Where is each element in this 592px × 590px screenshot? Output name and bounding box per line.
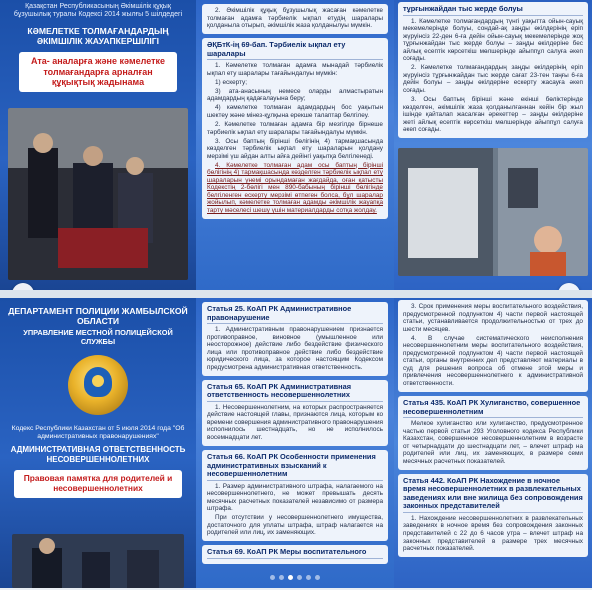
paragraph: 1. Кәмелетке толмағандардың түнгі уақытта ойын-сауық мекемелерінде болуы, сондай-ақ заңды өкілдерінің еріп жүруінсіз 22-ден 6-ға дейін ойын-сауық мекемелерінде жоқ тұрғынжайдан тыс жерде болуы – заңды өкілдеріне бес айлық есептік көрсеткіш мөлшерінде айыппұл салуға әкеп соғады.: [403, 17, 583, 63]
cover-photo: [8, 108, 188, 280]
cover-panel-kz: [0, 0, 196, 290]
paragraph: 4) кәмелетке толмаған адамдардың бос уақытын шектеу және мінез-құлқына ерекше талаптар белгілеу.: [207, 104, 383, 119]
paragraph: Мелкое хулиганство или хулиганство, предусмотренное частью первой статьи 293 Уголовного кодекса Республики Казахстан, совершенное несовершеннолетним в возрасте от четырнадцати до шестнадцати лет, – влечет штраф на родителей или лиц, их заменяющих, в размере семи месячных расчетных показателей.: [403, 420, 583, 465]
paragraph: 2. Әкімшілік құқық бұзушылық жасаған кәмелетке толмаған адамға тәрбиелік ықпал етудің шаралары қолданыла отырып, әкімшілік жаза қолданылуы мүмкін.: [207, 7, 383, 30]
card-article-65: [202, 380, 388, 446]
article-heading: Статья 435. КоАП РК Хулиганство, совершенное несовершеннолетним: [403, 399, 583, 418]
cover-caps: АДМИНИСТРАТИВНАЯ ОТВЕТСТВЕННОСТЬ НЕСОВЕРШЕННОЛЕТНИХ: [10, 445, 186, 464]
cover-top-text: Қазақстан Республикасының Әкімшілік құқық бұзушылық туралы Кодексі 2014 жылғы 5 шілдедегі: [13, 3, 183, 19]
cover-subdept: УПРАВЛЕНИЕ МЕСТНОЙ ПОЛИЦЕЙСКОЙ СЛУЖБЫ: [23, 328, 173, 347]
paragraph: 3) ата-анасының немесе оларды алмастыратын адамдардың қадағалауына беру;: [207, 87, 383, 103]
text-panel-kz-2: [394, 0, 592, 290]
article-heading: Статья 65. КоАП РК Административная ответственность несовершеннолетних: [207, 383, 383, 402]
slide-dot[interactable]: [270, 575, 275, 580]
card-article-69: [202, 545, 388, 564]
article-heading: Статья 442. КоАП РК Нахождение в ночное время несовершеннолетних в развлекательных заведениях или вне жилища без сопровождения законных представителей: [403, 477, 583, 513]
cover-photo: [12, 534, 184, 588]
card-night-rule: [398, 2, 588, 138]
card-intro: [202, 4, 388, 34]
slide-dot[interactable]: [315, 575, 320, 580]
cover-badge-text: Правовая памятка для родителей и несовершеннолетних: [23, 473, 173, 494]
paragraph: 1) ескерту;: [215, 78, 248, 86]
paragraph: 3. Срок применения меры воспитательного воздействия, предусмотренной подпунктом 4) части первой настоящей статьи, устанавливается продолжительностью от трех до шести месяцев.: [403, 303, 583, 333]
card-article-69-cont: [398, 300, 588, 392]
text-panel-ru-1: [196, 298, 394, 588]
slide-dot[interactable]: [297, 575, 302, 580]
night-photo: [398, 148, 588, 276]
paragraph: 1. Административным правонарушением признается противоправное, виновное (умышленное или неосторожное) действие либо бездействие физического лица или противоправное действие либо бездействие юридического лица, за которое настоящим Кодексом предусмотрена административная ответственность.: [207, 326, 383, 371]
article-heading: ӘҚБтК-ің 69-бап. Тәрбиелік ықпал ету шаралары: [207, 41, 383, 60]
cover-badge: [14, 470, 182, 498]
article-heading: Статья 69. КоАП РК Меры воспитательного: [207, 548, 383, 559]
paragraph: 1. Размер административного штрафа, налагаемого на несовершеннолетнего, не может превышать десять месячных расчетных показателей независимо от размера штрафа.: [207, 482, 383, 513]
paragraph: 1. Несовершеннолетним, на которых распространяется действие настоящей главы, признаются лица, которым ко времени совершения административного правонарушения исполнилось шестнадцать, но не исполнилось восемнадцати лет.: [207, 403, 383, 442]
paragraph: 2. Кәмелетке толмағандардың заңды өкілдерінің еріп жүруінсіз тұрғынжайдан тыс жерде сағат 23-тен таңғы 6-ға дейін болуы – заңды өкілдеріне ескерту жасауға әкеп соғады.: [403, 64, 583, 94]
paragraph: 3. Осы баптың бірінші және екінші бөліктерінде көзделген, әкімшілік жаза қолданылғаннан кейін бір жыл ішінде қайталап жасалған әрекеттер – заңды өкілдеріне жеті айлық есептік көрсеткіш мөлшерінде айыппұл салуға әкеп соғады.: [403, 95, 583, 134]
slide-dot[interactable]: [306, 575, 311, 580]
police-emblem-icon: [68, 355, 128, 415]
paragraph: 4. В случае систематического неисполнения несовершеннолетним меры воспитательного воздействия, предусмотренной подпунктом 4) части первой настоящей статьи, органы внутренних дел представляют материалы в суд для решения вопроса об отмене этой меры и привлечения несовершеннолетнего к административной ответственности.: [403, 334, 583, 387]
divider: [0, 290, 592, 298]
cover-badge: [19, 52, 177, 92]
brochure-russian[interactable]: [0, 298, 592, 588]
paragraph: 1. Нахождение несовершеннолетних в развлекательных заведениях в ночное время без сопровождения законных представителей с 22 до 6 часов утра – влечет штраф на законных представителей в размере трех месячных расчетных показателей.: [403, 514, 583, 553]
slide-indicator: [270, 575, 320, 580]
brochure-kazakh[interactable]: [0, 0, 592, 290]
card-article-435: [398, 396, 588, 470]
cover-panel-ru: [0, 298, 196, 588]
paragraph: 2. Кәмелетке толмаған адамға бір мезгілде бірнеше тәрбиелік ықпал ету шаралары тағайындалуы мүмкін.: [207, 121, 383, 136]
cover-title: КӘМЕЛЕТКЕ ТОЛМАҒАНДАРДЫҢ ӘКІМШІЛІК ЖАУАПКЕРШІЛІГІ: [27, 25, 169, 46]
card-article-25: [202, 302, 388, 376]
cover-badge-text: Ата- аналарға және кәмелетке толмағандарға арналған құқықтық жадынама: [30, 56, 166, 88]
card-article-66: [202, 450, 388, 541]
slide-dot[interactable]: [279, 575, 284, 580]
text-panel-ru-2: [394, 298, 592, 588]
slide-dot-active[interactable]: [288, 575, 293, 580]
text-panel-kz-1: [196, 0, 394, 290]
card-article-69: [202, 38, 388, 219]
article-heading: тұрғынжайдан тыс жерде болуы: [403, 5, 583, 16]
paragraph: 3. Осы баптың бірінші бөлігінің 4) тармақшасында көзделген тәрбиелік ықпал ету шараларын қолдану мерзімі үш айдан алты айға дейінгі уақытқа белгіленеді.: [207, 137, 383, 160]
article-heading: Статья 66. КоАП РК Особенности применения административных взысканий к несовершеннолетним: [207, 453, 383, 481]
article-heading: Статья 25. КоАП РК Административное правонарушение: [207, 305, 383, 324]
paragraph: 4. Кәмелетке толмаған адам осы баптың бірінші бөлігінің 4) тармақшасында көзделген тәрбиелік ықпал ету шараларын үнемі орындамаған жағдайда, оған қатысты Кодекстің 2-бөлігі мен 890-бабының бірінші бөлігінде белгіленген ескерту мерзімі өтпеген болса, бұл шаралар жойылып, кәмелетке толмаған адамды әкімшілік жауапқа тарту мәселесі шешу үшін материалдарды сотқа жолдау.: [207, 161, 383, 215]
paragraph: 1. Кәмелетке толмаған адамға мынадай тәрбиелік ықпал ету шаралары тағайындалуы мүмкін:: [207, 62, 383, 77]
paragraph: При отсутствии у несовершеннолетнего имущества, достаточного для уплаты штрафа, штраф налагается на родителей или лиц, их заменяющих.: [207, 514, 383, 537]
cover-code: Кодекс Республики Казахстан от 5 июля 2014 года "Об административных правонарушениях": [11, 424, 185, 440]
card-article-442: [398, 474, 588, 557]
cover-dept: ДЕПАРТАМЕНТ ПОЛИЦИИ ЖАМБЫЛСКОЙ ОБЛАСТИ: [8, 306, 188, 327]
